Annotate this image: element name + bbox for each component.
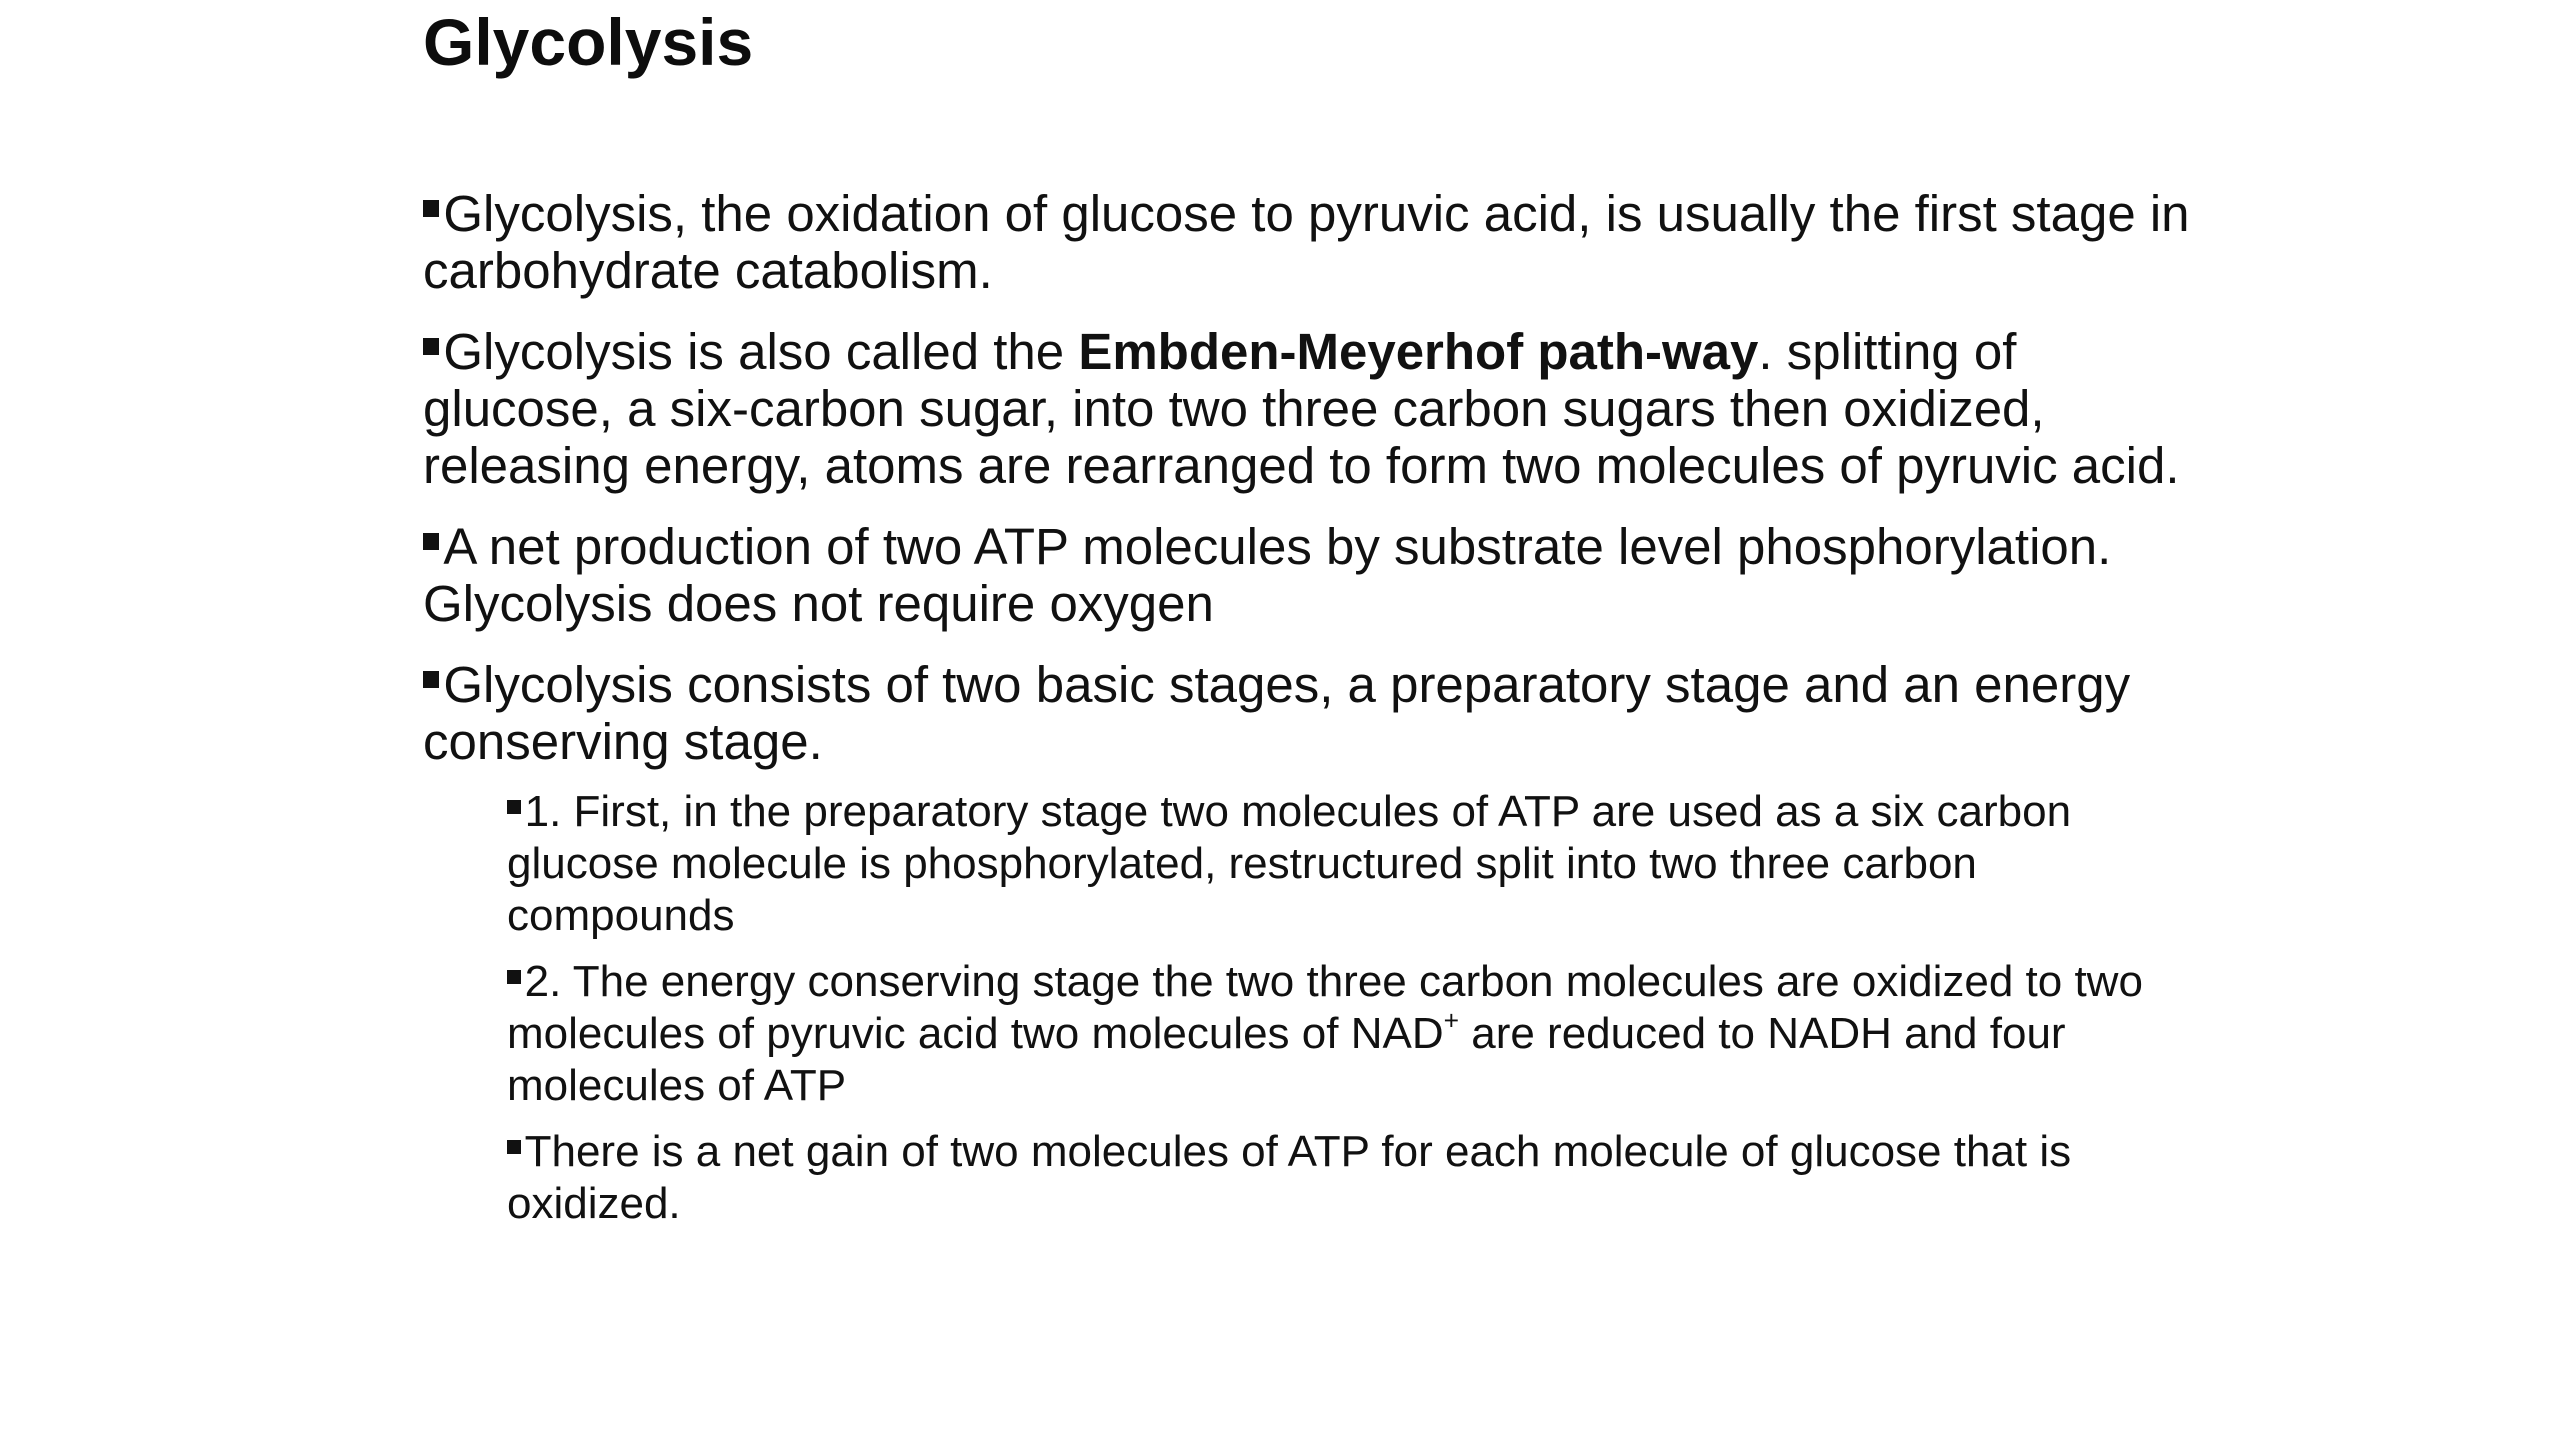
bullet-bold-term: Embden-Meyerhof path-way: [1078, 323, 1759, 380]
square-bullet-icon: [423, 533, 439, 549]
bullet-item: [423, 656, 2203, 770]
square-bullet-icon: [423, 671, 439, 687]
bullet-text: Glycolysis, the oxidation of glucose to pyruvic acid, is usually the first stage in carbohydrate catabolism.: [423, 185, 2190, 299]
sub-bullet-text: 2. The energy conserving stage the two three carbon molecules are oxidized to two molecules of pyruvic acid two molecules of NAD: [507, 957, 2143, 1058]
sub-bullet-item: [507, 956, 2203, 1112]
bullet-item: [423, 185, 2203, 299]
square-bullet-icon: [423, 200, 439, 216]
bullet-item: [423, 323, 2203, 494]
superscript-plus: +: [1443, 1005, 1460, 1036]
square-bullet-icon: [507, 800, 521, 814]
bullet-text: . splitting of glucose, a six-carbon sugar, into two three carbon sugars then oxidized, releasing energy, atoms are rearranged to form two molecules of pyruvic acid.: [423, 323, 2180, 494]
square-bullet-icon: [423, 338, 439, 354]
sub-bullet-item: [507, 1126, 2203, 1230]
bullet-text: Glycolysis is also called the: [443, 323, 1079, 380]
sub-bullet-text: 1. First, in the preparatory stage two molecules of ATP are used as a six carbon glucose molecule is phosphorylated, restructured split into two three carbon compounds: [507, 787, 2072, 940]
sub-bullet-text: There is a net gain of two molecules of ATP for each molecule of glucose that is oxidized.: [507, 1127, 2072, 1228]
bullet-item: [423, 518, 2203, 632]
slide-title: Glycolysis: [423, 5, 754, 79]
bullet-text: Glycolysis consists of two basic stages, a preparatory stage and an energy conserving stage.: [423, 656, 2131, 770]
sub-bullet-text: are reduced to NADH and four molecules of ATP: [507, 1009, 2066, 1110]
bullet-text: A net production of two ATP molecules by substrate level phosphorylation. Glycolysis does not require oxygen: [423, 518, 2112, 632]
square-bullet-icon: [507, 1140, 521, 1154]
slide-content: [423, 185, 2203, 1244]
square-bullet-icon: [507, 970, 521, 984]
sub-bullet-item: [507, 786, 2203, 942]
